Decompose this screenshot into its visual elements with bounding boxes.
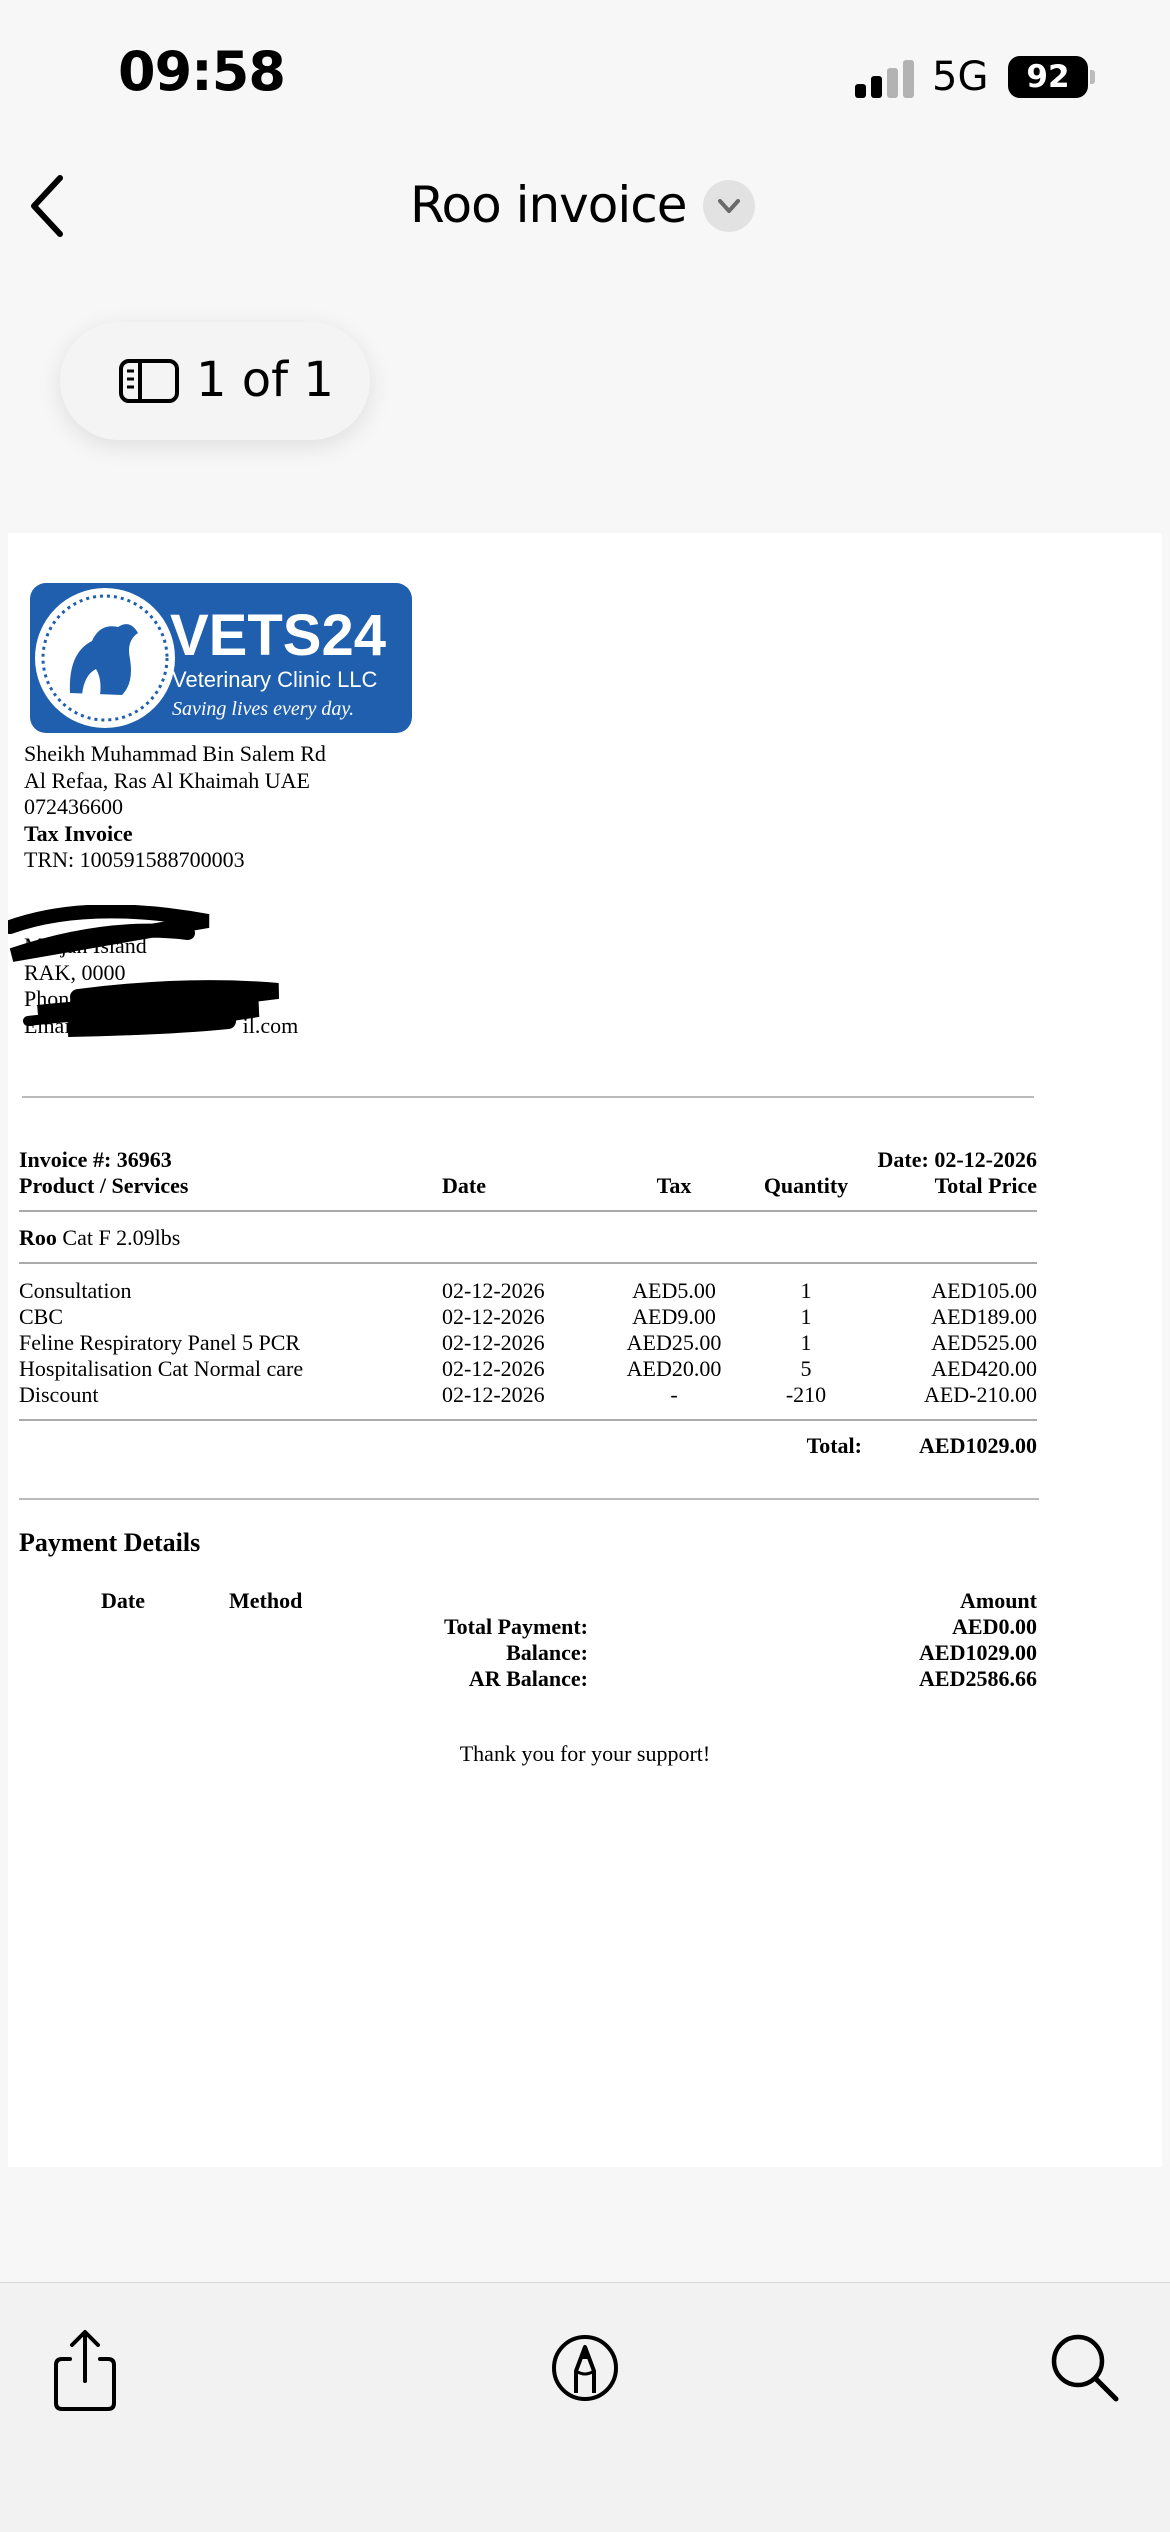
item-service: Feline Respiratory Panel 5 PCR bbox=[19, 1330, 301, 1355]
item-date: 02-12-2026 bbox=[442, 1382, 545, 1407]
redaction-scribble bbox=[8, 905, 308, 1075]
divider bbox=[19, 1498, 1039, 1500]
patient-line bbox=[19, 1225, 180, 1251]
client-line: Phone: bbox=[24, 986, 86, 1011]
item-date: 02-12-2026 bbox=[442, 1304, 545, 1329]
markup-pen-icon bbox=[540, 2323, 630, 2413]
sidebar-icon bbox=[118, 358, 180, 404]
item-qty: -210 bbox=[785, 1382, 827, 1407]
item-total: AED525.00 bbox=[931, 1330, 1037, 1355]
item-tax: AED5.00 bbox=[632, 1278, 716, 1303]
invoice-number: Invoice #: 36963 bbox=[19, 1147, 172, 1172]
logo-name: VETS24 bbox=[170, 603, 386, 668]
item-tax: - bbox=[670, 1382, 678, 1407]
markup-button[interactable] bbox=[540, 2323, 630, 2413]
col-header-product: Product / Services bbox=[19, 1173, 189, 1198]
chevron-left-icon bbox=[14, 166, 94, 246]
back-button[interactable] bbox=[14, 166, 94, 246]
logo-subtitle: Veterinary Clinic LLC bbox=[172, 667, 378, 692]
network-type: 5G bbox=[932, 54, 989, 100]
thank-you-message: Thank you for your support! bbox=[459, 1741, 711, 1766]
payment-col-date: Date bbox=[101, 1588, 145, 1613]
divider bbox=[22, 1096, 1034, 1098]
total-label: Total: bbox=[806, 1433, 862, 1458]
item-total: AED420.00 bbox=[931, 1356, 1037, 1381]
search-icon bbox=[1040, 2323, 1130, 2413]
item-service: Discount bbox=[19, 1382, 99, 1407]
item-total: AED105.00 bbox=[931, 1278, 1037, 1303]
address-line: Al Refaa, Ras Al Khaimah UAE bbox=[24, 767, 310, 793]
divider bbox=[19, 1210, 1037, 1212]
tax-invoice-label: Tax Invoice bbox=[24, 820, 133, 846]
payment-value: AED2586.66 bbox=[919, 1666, 1037, 1691]
page-indicator-button[interactable] bbox=[60, 322, 370, 440]
item-date: 02-12-2026 bbox=[442, 1278, 545, 1303]
share-button[interactable] bbox=[40, 2323, 130, 2413]
item-date: 02-12-2026 bbox=[442, 1356, 545, 1381]
divider bbox=[19, 1419, 1037, 1421]
divider bbox=[19, 1262, 1037, 1264]
item-qty: 1 bbox=[800, 1278, 812, 1303]
address-line: 072436600 bbox=[24, 794, 123, 819]
clinic-address bbox=[24, 741, 326, 874]
item-tax: AED20.00 bbox=[626, 1356, 722, 1381]
logo-tagline: Saving lives every day. bbox=[172, 698, 355, 720]
payment-col-amount: Amount bbox=[959, 1588, 1037, 1613]
client-line: Email: il.com bbox=[24, 1012, 299, 1038]
bottom-toolbar bbox=[0, 2282, 1170, 2532]
search-button[interactable] bbox=[1040, 2323, 1130, 2413]
item-total: AED-210.00 bbox=[923, 1382, 1037, 1407]
payment-value: AED1029.00 bbox=[919, 1640, 1037, 1665]
client-line: Marjan Island bbox=[24, 933, 147, 958]
payment-label: Balance: bbox=[506, 1640, 588, 1665]
page-indicator-label: 1 of 1 bbox=[196, 352, 334, 408]
patient-details: Cat F 2.09lbs bbox=[62, 1225, 181, 1250]
item-qty: 5 bbox=[800, 1356, 812, 1381]
status-time: 09:58 bbox=[118, 40, 285, 103]
item-service: Consultation bbox=[19, 1278, 132, 1303]
item-qty: 1 bbox=[800, 1330, 812, 1355]
item-qty: 1 bbox=[800, 1304, 812, 1329]
col-header-total: Total Price bbox=[934, 1173, 1037, 1198]
item-date: 02-12-2026 bbox=[442, 1330, 545, 1355]
payment-col-method: Method bbox=[229, 1588, 303, 1613]
clinic-logo bbox=[30, 583, 412, 733]
cellular-signal-icon bbox=[855, 58, 915, 98]
col-header-date: Date bbox=[442, 1173, 486, 1198]
item-total: AED189.00 bbox=[931, 1304, 1037, 1329]
status-bar bbox=[0, 0, 1170, 150]
item-tax: AED25.00 bbox=[626, 1330, 722, 1355]
client-line: RAK, 0000 bbox=[24, 959, 126, 985]
address-line: Sheikh Muhammad Bin Salem Rd bbox=[24, 741, 326, 766]
col-header-tax: Tax bbox=[656, 1173, 692, 1198]
document-title[interactable]: Roo invoice bbox=[410, 176, 687, 234]
chevron-down-icon bbox=[703, 180, 755, 232]
patient-name: Roo bbox=[19, 1225, 57, 1250]
payment-value: AED0.00 bbox=[952, 1614, 1037, 1639]
battery-indicator: 92 bbox=[1008, 56, 1088, 98]
invoice-page bbox=[8, 533, 1162, 2167]
share-icon bbox=[40, 2323, 130, 2413]
invoice-date: Date: 02-12-2026 bbox=[877, 1147, 1037, 1172]
item-service: CBC bbox=[19, 1304, 64, 1329]
payment-heading: Payment Details bbox=[19, 1528, 201, 1557]
col-header-quantity: Quantity bbox=[763, 1173, 849, 1198]
trn-number: TRN: 100591588700003 bbox=[24, 847, 245, 872]
total-value: AED1029.00 bbox=[919, 1433, 1037, 1458]
battery-cap-icon bbox=[1090, 70, 1095, 84]
payment-label: Total Payment: bbox=[443, 1614, 588, 1639]
item-service: Hospitalisation Cat Normal care bbox=[19, 1356, 304, 1381]
item-tax: AED9.00 bbox=[632, 1304, 716, 1329]
payment-label: AR Balance: bbox=[468, 1666, 588, 1691]
title-menu-button[interactable] bbox=[703, 180, 755, 232]
